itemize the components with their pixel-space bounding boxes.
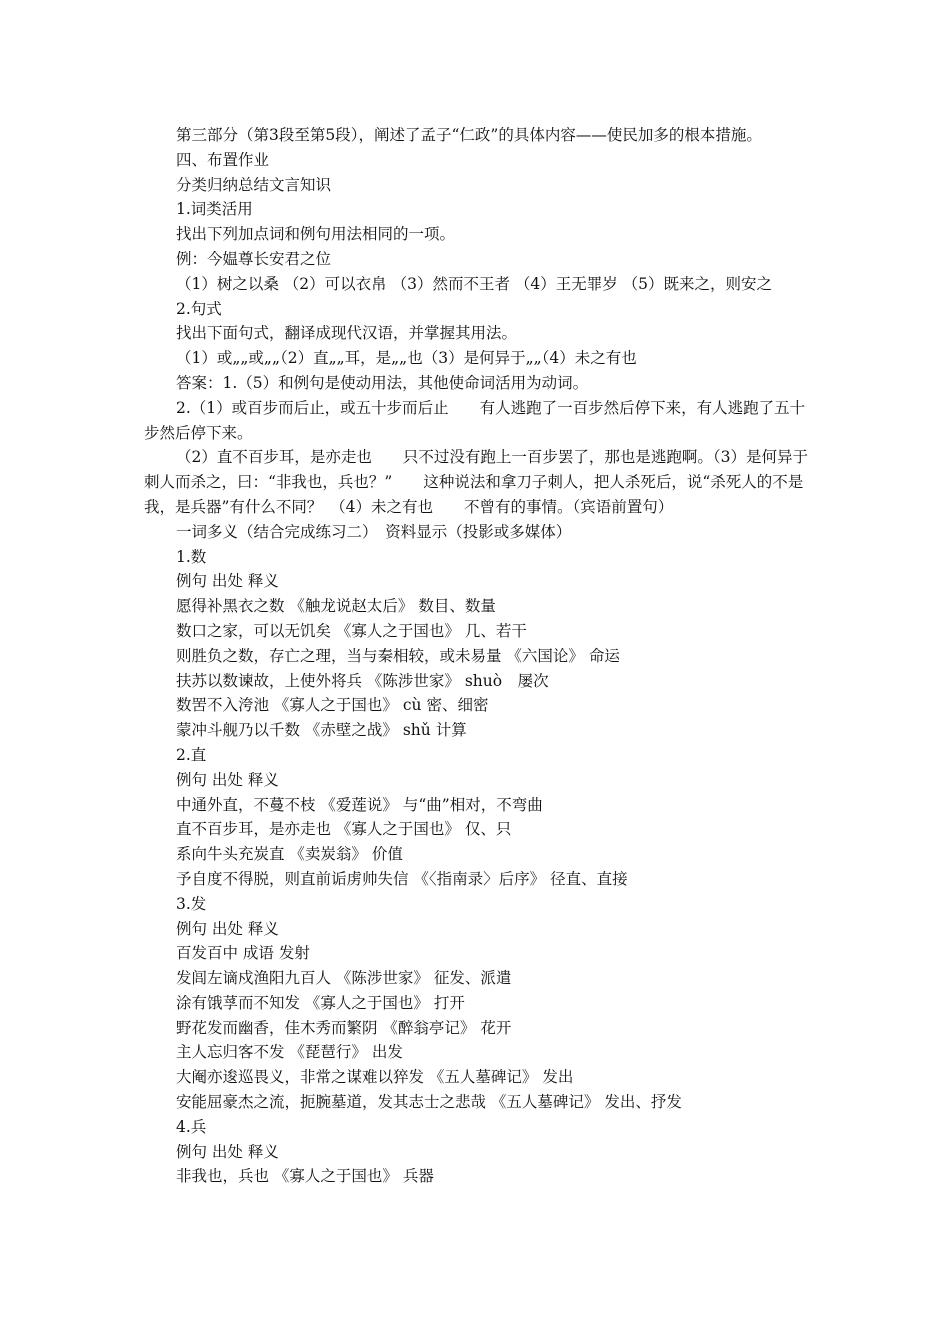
subheading: 4.兵 bbox=[176, 1117, 207, 1136]
list-item: 中通外直，不蔓不枝 《爱莲说》 与“曲”相对，不弯曲 bbox=[176, 795, 543, 814]
list-item: 主人忘归客不发 《琵琶行》 出发 bbox=[176, 1043, 403, 1062]
paragraph: （2）直不百步耳，是亦走也 只不过没有跑上一百步罢了，那也是逃跑啊。（3）是何异于刺人而杀之，曰：“非我也，兵也？” 这种说法和拿刀子刺人，把人杀死后，说“杀死人的不是我，是兵器”有什么不同？ （4）未之有也 不曾有的事情。（宾语前置句） bbox=[144, 448, 808, 516]
paragraph: 2.（1）或百步而后止，或五十步而后止 有人逃跑了一百步然后停下来，有人逃跑了五十步然后停下来。 bbox=[144, 398, 806, 442]
document-body bbox=[144, 123, 808, 1189]
list-item: 百发百中 成语 发射 bbox=[176, 944, 310, 963]
list-item: 数罟不入洿池 《寡人之于国也》 cù 密、细密 bbox=[176, 696, 489, 715]
list-item: 大阉亦逡巡畏义，非常之谋难以猝发 《五人墓碑记》 发出 bbox=[176, 1068, 574, 1087]
paragraph: 找出下列加点词和例句用法相同的一项。 bbox=[176, 225, 456, 244]
paragraph: （1）或„„或„„（2）直„„耳，是„„也（3）是何异于„„（4）未之有也 bbox=[176, 349, 637, 368]
table-header: 例句 出处 释义 bbox=[176, 919, 279, 938]
list-item: 予自度不得脱，则直前诟虏帅失信 《〈指南录〉后序》 径直、直接 bbox=[176, 869, 628, 888]
paragraph: 一词多义（结合完成练习二） 资料显示（投影或多媒体） bbox=[176, 522, 572, 541]
subheading: 1.词类活用 bbox=[176, 200, 253, 219]
list-item: 则胜负之数，存亡之理，当与秦相较，或未易量 《六国论》 命运 bbox=[176, 646, 620, 665]
list-item: 野花发而幽香，佳木秀而繁阴 《醉翁亭记》 花开 bbox=[176, 1018, 512, 1037]
list-item: 扶苏以数谏故，上使外将兵 《陈涉世家》 shuò 屡次 bbox=[176, 671, 549, 690]
subheading: 2.句式 bbox=[176, 299, 222, 318]
list-item: 系向牛头充炭直 《卖炭翁》 价值 bbox=[176, 845, 403, 864]
subheading: 1.数 bbox=[176, 547, 207, 566]
paragraph: 答案：1.（5）和例句是使动用法，其他使命词活用为动词。 bbox=[176, 373, 589, 392]
paragraph: 例：今媪尊长安君之位 bbox=[176, 249, 332, 268]
list-item: 蒙冲斗舰乃以千数 《赤壁之战》 shǔ 计算 bbox=[176, 721, 467, 740]
list-item: 直不百步耳，是亦走也 《寡人之于国也》 仅、只 bbox=[176, 820, 512, 839]
list-item: 发闾左谪戍渔阳九百人 《陈涉世家》 征发、派遣 bbox=[176, 969, 512, 988]
list-item: 非我也，兵也 《寡人之于国也》 兵器 bbox=[176, 1167, 434, 1186]
subheading: 3.发 bbox=[176, 894, 207, 913]
list-item: 数口之家，可以无饥矣 《寡人之于国也》 几、若干 bbox=[176, 621, 527, 640]
section-heading: 四、布置作业 bbox=[176, 150, 270, 169]
paragraph: 找出下面句式，翻译成现代汉语，并掌握其用法。 bbox=[176, 324, 518, 343]
table-header: 例句 出处 释义 bbox=[176, 1142, 279, 1161]
table-header: 例句 出处 释义 bbox=[176, 572, 279, 591]
list-item: 愿得补黑衣之数 《触龙说赵太后》 数目、数量 bbox=[176, 597, 496, 616]
list-item: 安能屈豪杰之流，扼腕墓道，发其志士之悲哉 《五人墓碑记》 发出、抒发 bbox=[176, 1093, 682, 1112]
table-header: 例句 出处 释义 bbox=[176, 770, 279, 789]
paragraph: 分类归纳总结文言知识 bbox=[176, 175, 332, 194]
list-item: 涂有饿莩而不知发 《寡人之于国也》 打开 bbox=[176, 993, 465, 1012]
subheading: 2.直 bbox=[176, 745, 207, 764]
paragraph: （1）树之以桑 （2）可以衣帛 （3）然而不王者 （4）王无罪岁 （5）既来之，则安之 bbox=[176, 274, 773, 293]
paragraph: 第三部分（第3段至第5段），阐述了孟子“仁政”的具体内容——使民加多的根本措施。 bbox=[176, 126, 762, 144]
